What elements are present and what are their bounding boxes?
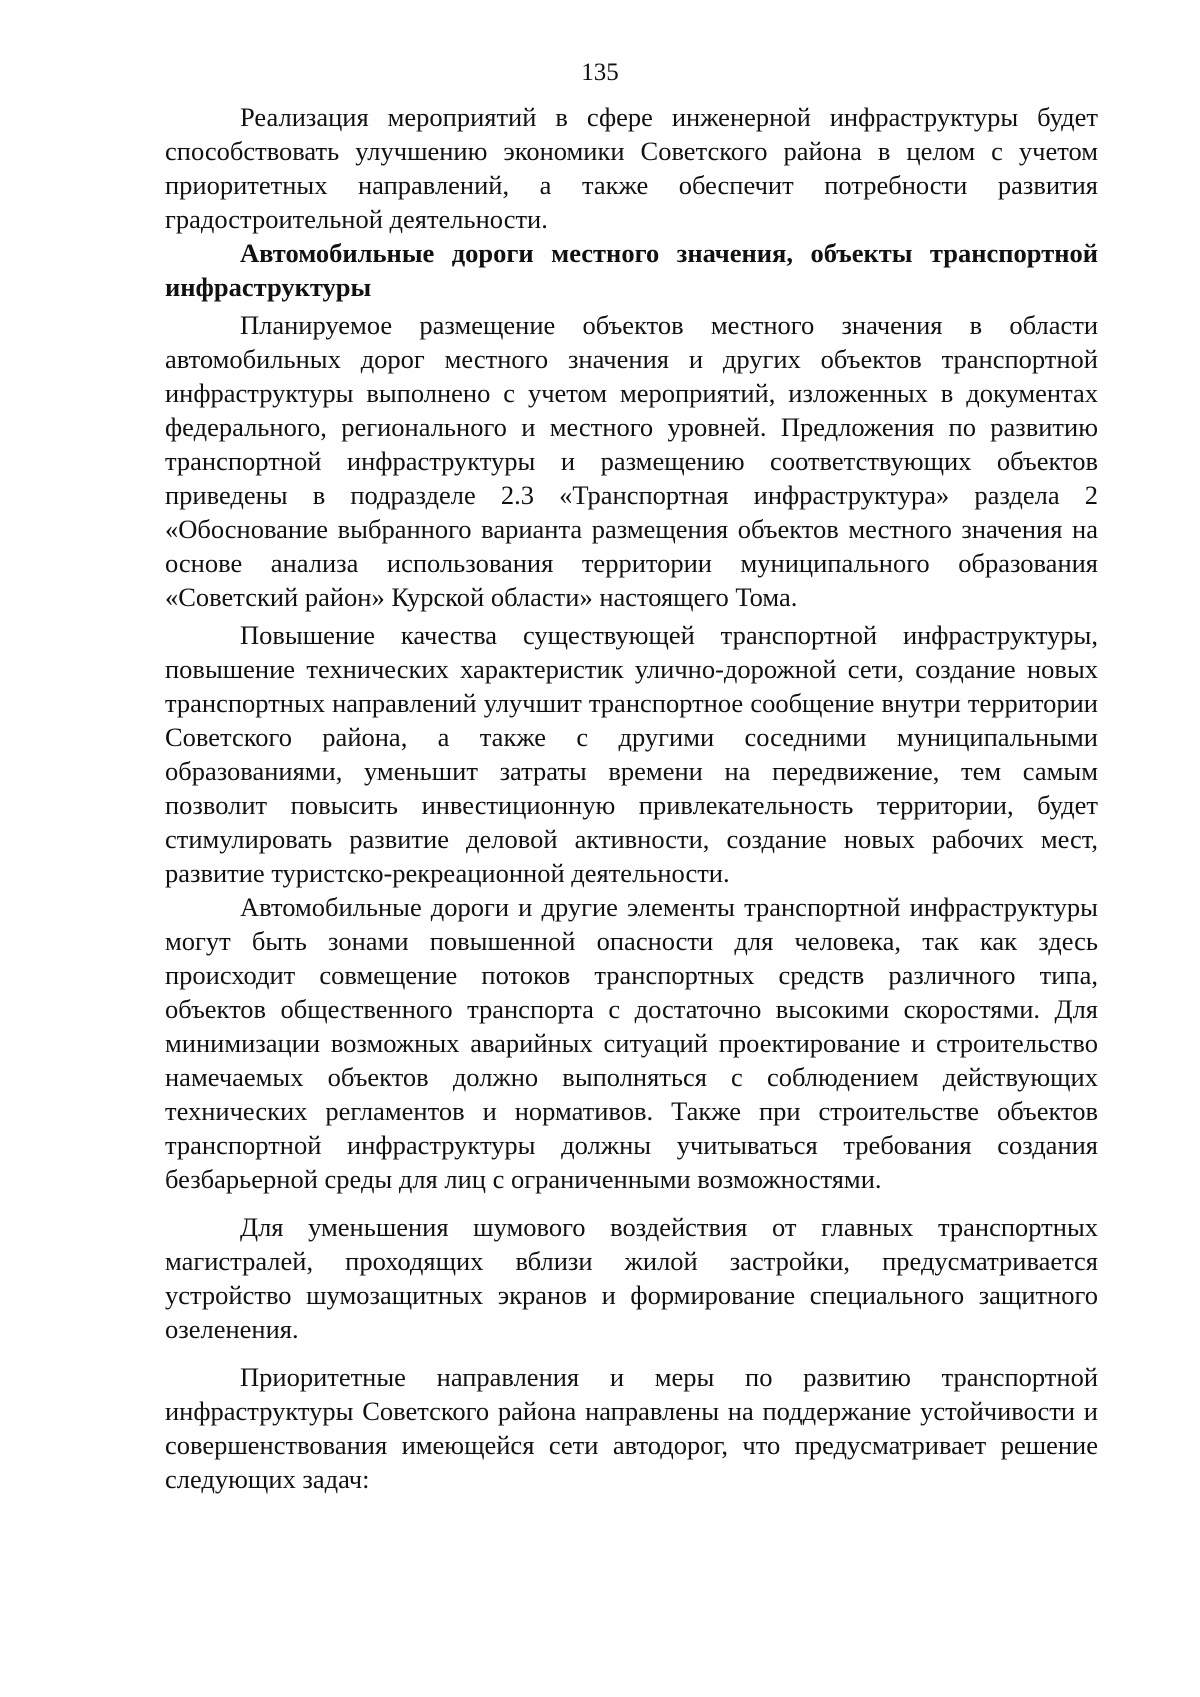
paragraph-quality: Повышение качества существующей транспортной инфраструктуры, повышение технических характеристик улично-дорожной сети, создание новых транспортных направлений улучшит транспортное сообщение внутри территории Советского района, а также с другими соседними муниципальными образованиями, уменьшит затраты времени на передвижение, тем самым позволит повысить инвестиционную привлекательность территории, будет стимулировать развитие деловой активности, создание новых рабочих мест, развитие туристско-рекреационной деятельности. <box>165 620 1098 888</box>
document-body <box>165 100 1098 1496</box>
paragraph-placement: Планируемое размещение объектов местного значения в области автомобильных дорог местного значения и других объектов транспортной инфраструктуры выполнено с учетом мероприятий, изложенных в документах федерального, регионального и местного уровней. Предложения по развитию транспортной инфраструктуры и размещению соответствующих объектов приведены в подразделе 2.3 «Транспортная инфраструктура» раздела 2 «Обоснование выбранного варианта размещения объектов местного значения на основе анализа использования территории муниципального образования «Советский район» Курской области» настоящего Тома. <box>165 310 1098 612</box>
paragraph-priorities: Приоритетные направления и меры по развитию транспортной инфраструктуры Советского района направлены на поддержание устойчивости и совершенствования имеющейся сети автодорог, что предусматривает решение следующих задач: <box>165 1362 1098 1494</box>
paragraph-noise: Для уменьшения шумового воздействия от главных транспортных магистралей, проходящих вблизи жилой застройки, предусматривается устройство шумозащитных экранов и формирование специального защитного озеленения. <box>165 1212 1098 1344</box>
section-heading: Автомобильные дороги местного значения, объекты транспортной инфраструктуры <box>165 238 1098 302</box>
page-number: 135 <box>581 59 619 86</box>
paragraph-intro: Реализация мероприятий в сфере инженерной инфраструктуры будет способствовать улучшению экономики Советского района в целом с учетом приоритетных направлений, а также обеспечит потребности развития градостроительной деятельности. <box>165 102 1098 234</box>
paragraph-danger: Автомобильные дороги и другие элементы транспортной инфраструктуры могут быть зонами повышенной опасности для человека, так как здесь происходит совмещение потоков транспортных средств различного типа, объектов общественного транспорта с достаточно высокими скоростями. Для минимизации возможных аварийных ситуаций проектирование и строительство намечаемых объектов должно выполняться с соблюдением действующих технических регламентов и нормативов. Также при строительстве объектов транспортной инфраструктуры должны учитываться требования создания безбарьерной среды для лиц с ограниченными возможностями. <box>165 892 1098 1194</box>
